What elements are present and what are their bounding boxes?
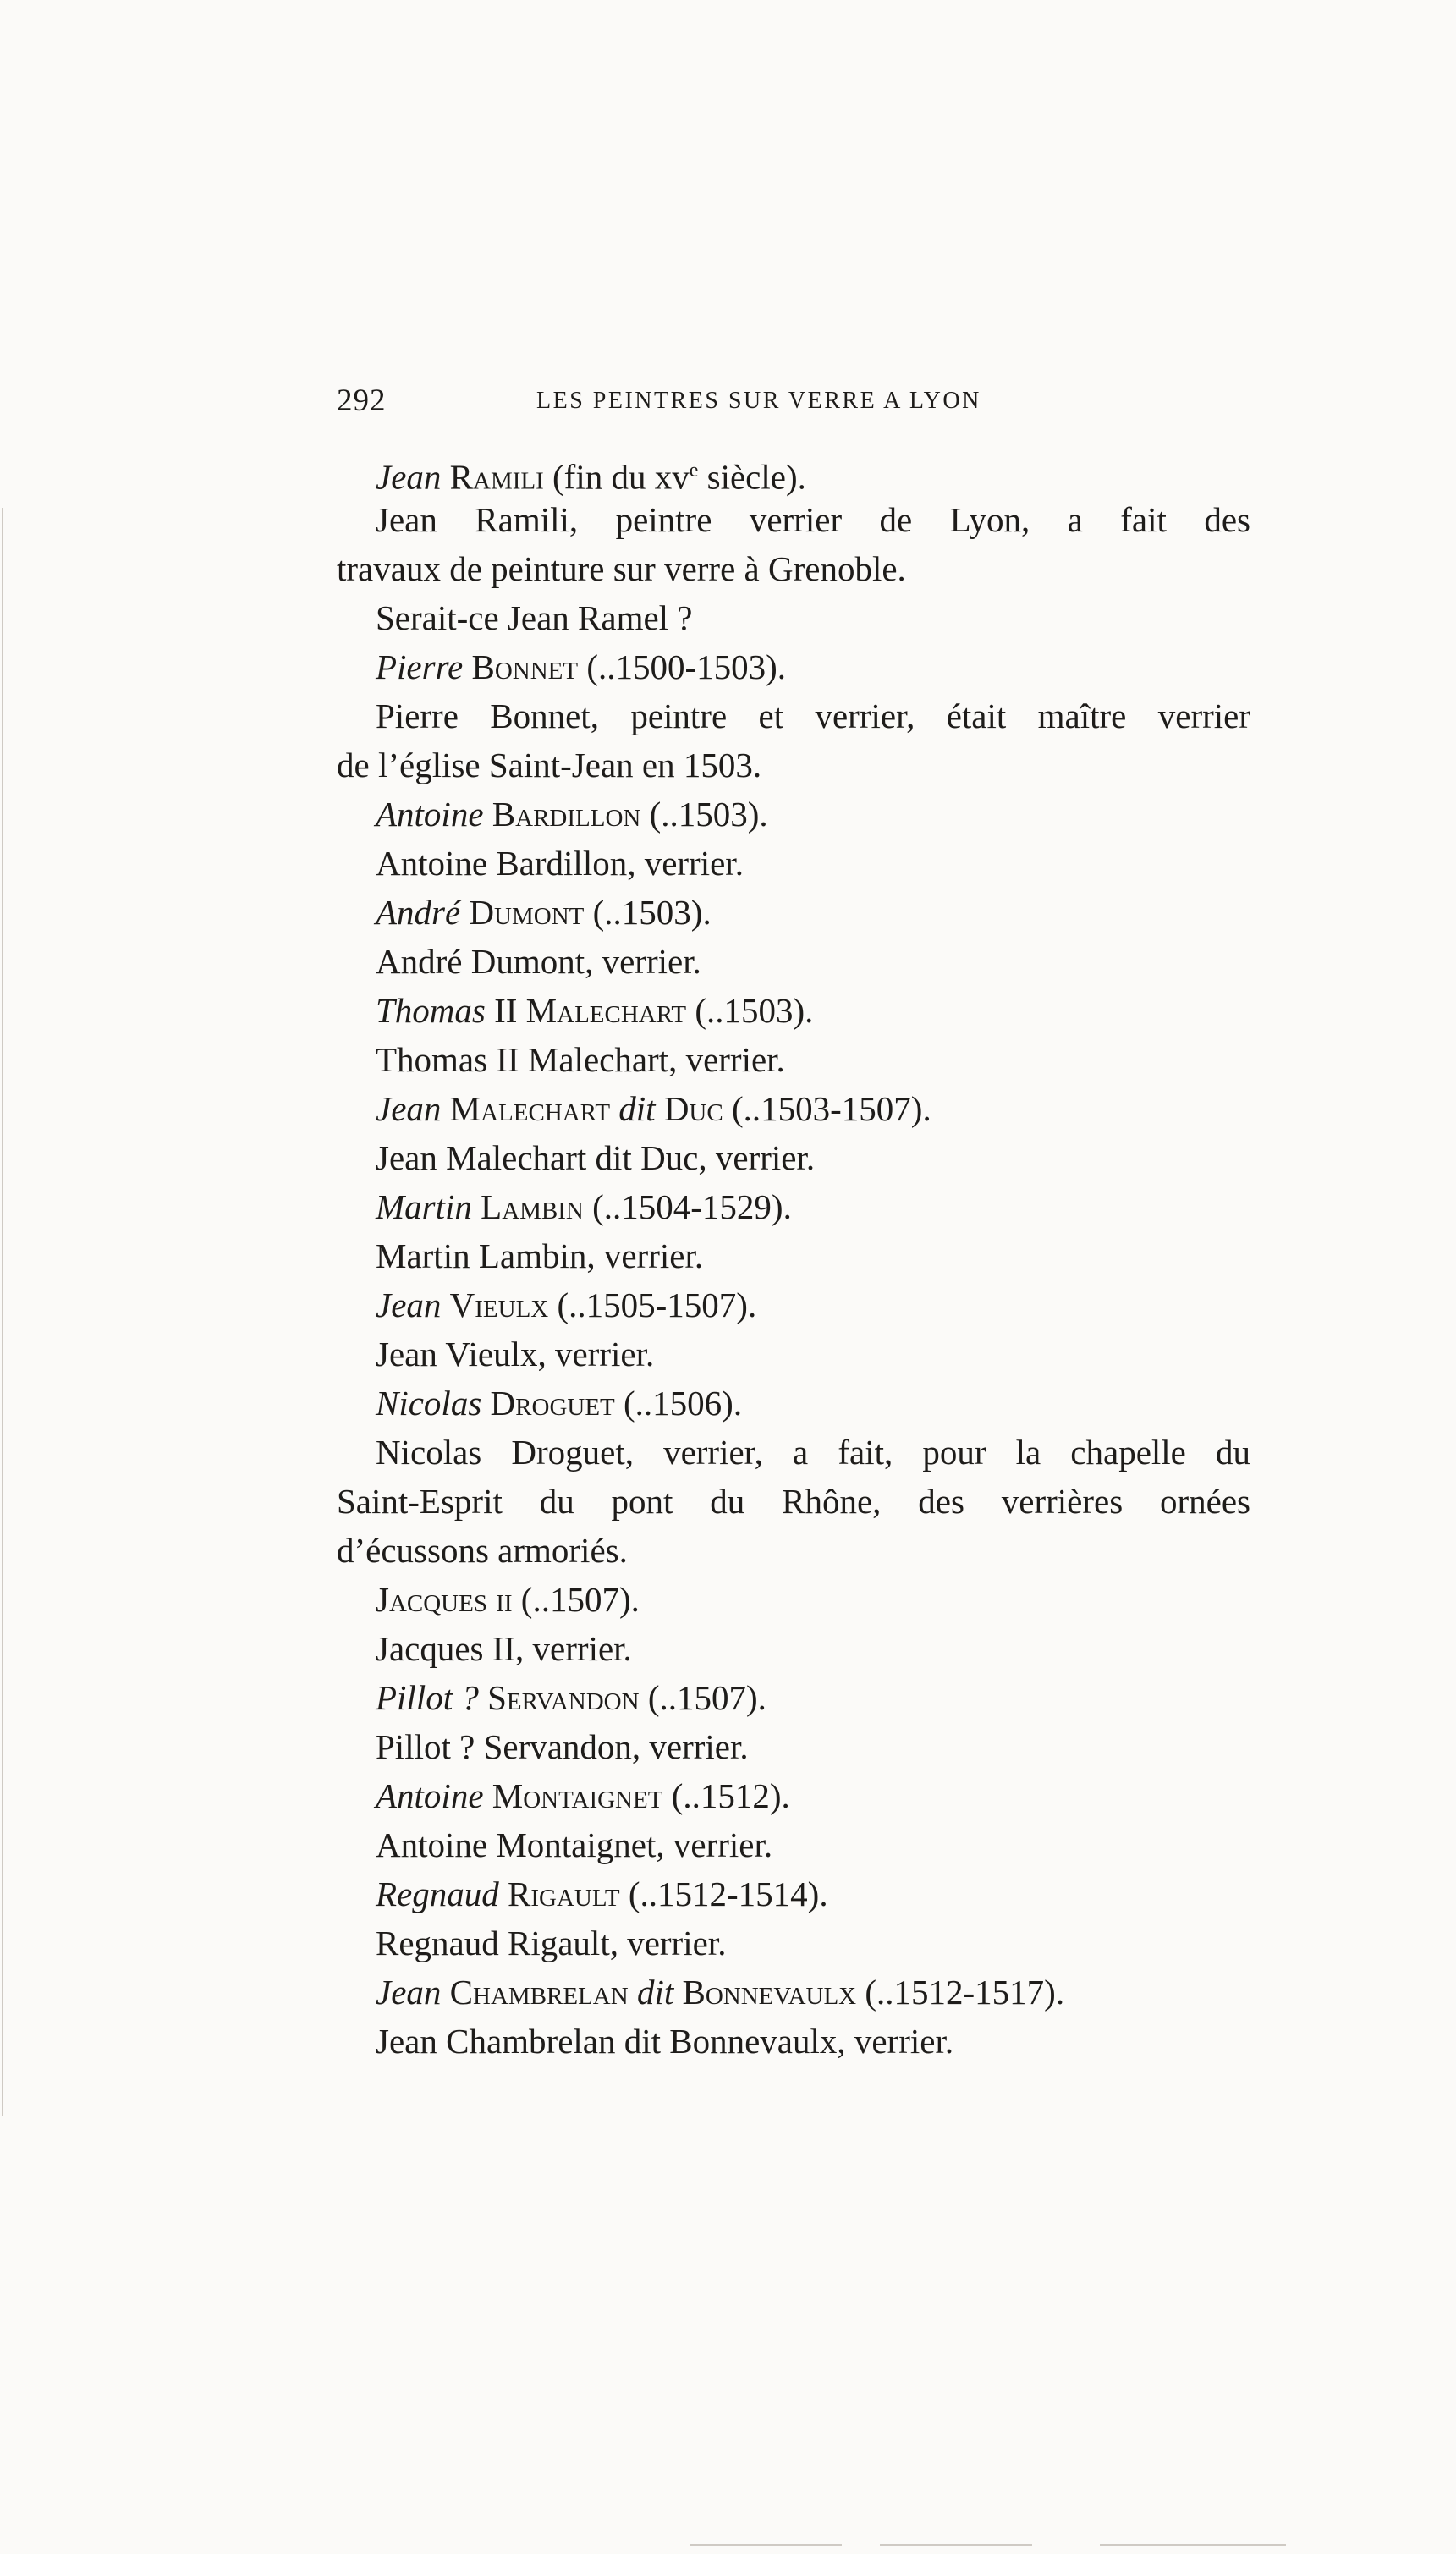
heading-rest: siècle). [698,457,806,497]
heading-rest: (..1507). [639,1678,766,1717]
surname: Jacques ii [376,1580,513,1619]
given-name: Jean [376,1089,442,1128]
body-line: André Dumont, verrier. [376,942,701,981]
body-line: Pillot ? Servandon, verrier. [376,1727,749,1766]
body-line: Nicolas Droguet, verrier, a fait, pour la chapelle du [376,1433,1250,1472]
given-name: Martin [376,1187,472,1226]
surname: II Malechart [494,991,687,1030]
entry-heading [337,1084,1250,1133]
surname: Dumont [469,893,585,932]
given-name: André [376,893,461,932]
body-line: d’écussons armoriés. [337,1531,628,1570]
surname: Bardillon [492,795,641,834]
heading-rest: (..1504-1529). [583,1187,792,1226]
given-name: Jean [376,1973,442,2012]
heading-rest: (..1503). [584,893,712,932]
entry-heading [337,446,1250,495]
entry-heading [337,1771,1250,1820]
given-name: Pillot ? [376,1678,479,1717]
body-line: Thomas II Malechart, verrier. [376,1040,785,1079]
text-body [337,446,1250,2066]
body-line: Jean Ramili, peintre verrier de Lyon, a fait des [376,500,1250,539]
surname: Servandon [487,1678,640,1717]
surname: Ramili [449,457,544,497]
superscript: e [689,460,699,482]
surname: Droguet [490,1384,615,1423]
given-name: Jean [376,1285,442,1324]
body-line: Jean Vieulx, verrier. [376,1335,655,1373]
given-name: Regnaud [376,1874,499,1913]
entry-heading [337,1575,1250,1624]
body-line: travaux de peinture sur verre à Grenoble. [337,549,906,588]
given-name: Nicolas [376,1384,482,1423]
given-name: Pierre [376,647,464,686]
body-line: Jean Malechart dit Duc, verrier. [376,1138,816,1177]
surname: Chambrelan [449,1973,629,2012]
heading-rest: (..1512-1514). [619,1874,828,1913]
page-number: 292 [337,383,387,418]
entry-heading [337,986,1250,1035]
body-line: Antoine Montaignet, verrier. [376,1825,773,1864]
surname: Bonnevaulx [682,1973,857,2012]
body-line: Martin Lambin, verrier. [376,1236,704,1275]
heading-rest: (..1507). [512,1580,640,1619]
heading-rest: (..1500-1503). [578,647,787,686]
heading-rest: (..1506). [614,1384,743,1423]
surname: Montaignet [492,1776,663,1815]
given-name: Thomas [376,991,486,1030]
entry-heading [337,1673,1250,1722]
entry-heading [337,1869,1250,1918]
scan-edge-mark [2,508,3,2116]
given-name: Antoine [376,795,484,834]
body-line: Jean Chambrelan dit Bonnevaulx, verrier. [376,2022,954,2061]
heading-rest: (..1512-1517). [856,1973,1065,2012]
entry-heading [337,642,1250,691]
heading-rest: (..1503-1507). [723,1089,931,1128]
dit-word: dit [636,1973,674,2012]
body-line: Antoine Bardillon, verrier. [376,844,744,883]
entry-heading [337,1182,1250,1231]
given-name: Antoine [376,1776,484,1815]
heading-rest: (..1512). [662,1776,790,1815]
scan-edge-mark [690,2544,842,2546]
body-line: Pierre Bonnet, peintre et verrier, était maître verrier [376,696,1250,735]
scan-edge-mark [880,2544,1032,2546]
surname: Lambin [481,1187,584,1226]
heading-rest: (fin du xv [543,457,690,497]
given-name: Jean [376,457,442,497]
body-line: Jacques II, verrier. [376,1629,632,1668]
body-line: Serait-ce Jean Ramel ? [376,598,693,637]
heading-rest: (..1503). [686,991,814,1030]
surname: Vieulx [449,1285,549,1324]
surname: Malechart [449,1089,611,1128]
running-title: LES PEINTRES SUR VERRE A LYON [536,388,981,414]
heading-rest: (..1505-1507). [548,1285,757,1324]
body-line: Regnaud Rigault, verrier. [376,1924,727,1962]
surname: Rigault [508,1874,620,1913]
entry-heading [337,1379,1250,1428]
surname: Bonnet [471,647,579,686]
body-line: de l’église Saint-Jean en 1503. [337,746,762,784]
entry-heading [337,1968,1250,2017]
entry-heading [337,1280,1250,1329]
entry-heading [337,790,1250,839]
surname: Duc [663,1089,723,1128]
running-head [337,383,1042,425]
heading-rest: (..1503). [640,795,768,834]
dit-word: dit [618,1089,656,1128]
entry-heading [337,888,1250,937]
body-line: Saint-Esprit du pont du Rhône, des verrières ornées [337,1482,1250,1521]
scan-edge-mark [1100,2544,1286,2546]
